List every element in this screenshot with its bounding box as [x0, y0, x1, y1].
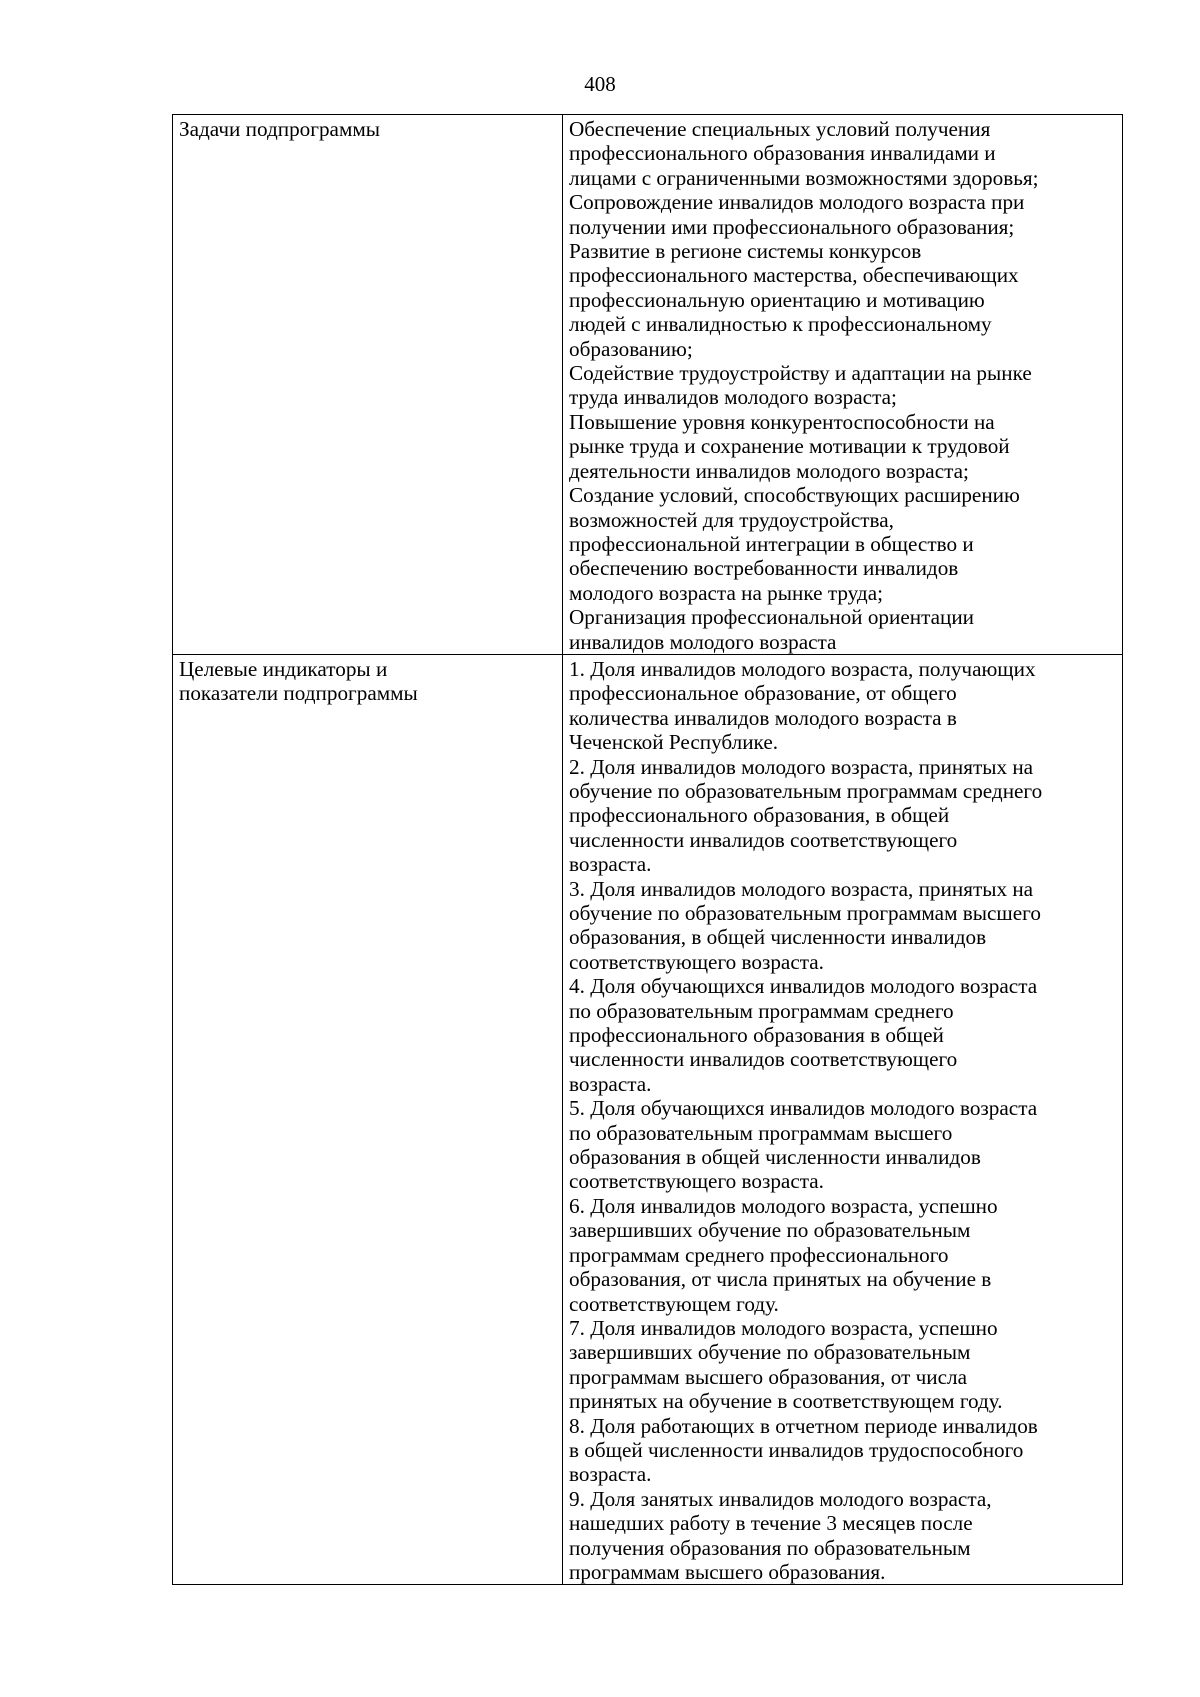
- row-label-line: показатели подпрограммы: [179, 681, 418, 706]
- indicator-line: обучение по образовательным программам высшего: [569, 901, 1041, 925]
- task-line: профессионального мастерства, обеспечивающих: [569, 263, 1019, 288]
- task-line: профессиональной интеграции в общество и: [569, 531, 974, 556]
- task-line: Содействие трудоустройству и адаптации на рынке: [569, 361, 1032, 386]
- indicator-line: получения образования по образовательным: [569, 1535, 971, 1560]
- row-label-cell: [173, 115, 563, 655]
- indicator-line: программам высшего образования.: [569, 1559, 886, 1584]
- task-line: инвалидов молодого возраста: [569, 629, 837, 654]
- task-line: Сопровождение инвалидов молодого возраста при: [569, 190, 1025, 215]
- table-row-indicators: [173, 654, 1123, 1584]
- indicator-line: 3. Доля инвалидов молодого возраста, принятых на: [569, 876, 1034, 901]
- task-line: обеспечению востребованности инвалидов: [569, 556, 959, 581]
- indicator-line: профессионального образования в общей: [569, 1023, 944, 1048]
- indicator-line: завершивших обучение по образовательным: [569, 1218, 971, 1243]
- indicator-line: 5. Доля обучающихся инвалидов молодого возраста: [569, 1096, 1038, 1121]
- indicator-line: в общей численности инвалидов трудоспособного: [569, 1437, 1024, 1462]
- indicator-line: 2. Доля инвалидов молодого возраста, принятых на: [569, 754, 1034, 779]
- indicator-line: по образовательным программам высшего: [569, 1120, 953, 1145]
- indicator-line: образования в общей численности инвалидов: [569, 1145, 981, 1170]
- indicator-line: 4. Доля обучающихся инвалидов молодого возраста: [569, 974, 1038, 999]
- table-row-tasks: [173, 115, 1123, 655]
- indicator-line: профессионального образования, в общей: [569, 803, 950, 828]
- table-body: [173, 115, 1123, 1585]
- task-line: профессиональную ориентацию и мотивацию: [569, 287, 985, 312]
- row-content-cell: [563, 115, 1123, 655]
- indicator-line: соответствующем году.: [569, 1291, 779, 1316]
- indicator-line: соответствующего возраста.: [569, 949, 824, 974]
- indicator-line: профессиональное образование, от общего: [569, 681, 957, 706]
- indicator-line: возраста.: [569, 1071, 652, 1096]
- task-line: Создание условий, способствующих расширению: [569, 483, 1020, 508]
- indicator-line: 9. Доля занятых инвалидов молодого возраста,: [569, 1486, 992, 1511]
- indicator-line: Чеченской Республике.: [569, 730, 779, 755]
- indicator-line: 8. Доля работающих в отчетном периоде инвалидов: [569, 1413, 1038, 1438]
- task-line: труда инвалидов молодого возраста;: [569, 385, 897, 410]
- task-line: Развитие в регионе системы конкурсов: [569, 239, 922, 264]
- task-line: профессионального образования инвалидами и: [569, 141, 996, 166]
- task-line: Организация профессиональной ориентации: [569, 605, 975, 630]
- indicator-line: обучение по образовательным программам среднего: [569, 778, 1043, 803]
- task-line: деятельности инвалидов молодого возраста;: [569, 458, 969, 483]
- task-line: образованию;: [569, 336, 693, 361]
- indicator-line: принятых на обучение в соответствующем году.: [569, 1389, 1003, 1414]
- indicator-line: 7. Доля инвалидов молодого возраста, успешно: [569, 1315, 998, 1340]
- indicator-line: возраста.: [569, 852, 652, 877]
- task-line: людей с инвалидностью к профессиональному: [569, 312, 992, 337]
- task-line: молодого возраста на рынке труда;: [569, 580, 883, 605]
- row-label-line: Целевые индикаторы и: [179, 656, 388, 681]
- indicator-line: программам среднего профессионального: [569, 1242, 949, 1267]
- task-line: Обеспечение специальных условий получения: [569, 117, 991, 141]
- indicator-line: нашедших работу в течение 3 месяцев после: [569, 1511, 973, 1536]
- indicator-line: образования, в общей численности инвалидов: [569, 925, 987, 950]
- indicator-line: 1. Доля инвалидов молодого возраста, получающих: [569, 656, 1036, 681]
- indicator-line: численности инвалидов соответствующего: [569, 1047, 958, 1072]
- task-line: рынке труда и сохранение мотивации к трудовой: [569, 434, 1010, 459]
- task-line: получении ими профессионального образования;: [569, 214, 1015, 239]
- indicator-line: образования, от числа принятых на обучение в: [569, 1267, 992, 1292]
- indicator-line: программам высшего образования, от числа: [569, 1364, 968, 1389]
- page-number: 408: [584, 72, 616, 96]
- row-label-line: Задачи подпрограммы: [179, 117, 381, 141]
- indicator-line: завершивших обучение по образовательным: [569, 1340, 971, 1365]
- indicator-line: по образовательным программам среднего: [569, 998, 954, 1023]
- row-label-cell: [173, 654, 563, 1584]
- task-line: лицами с ограниченными возможностями здоровья;: [569, 165, 1039, 190]
- row-content-cell: [563, 654, 1123, 1584]
- subprogram-table: [172, 114, 1123, 1585]
- indicator-line: количества инвалидов молодого возраста в: [569, 705, 957, 730]
- indicator-line: 6. Доля инвалидов молодого возраста, успешно: [569, 1193, 998, 1218]
- indicator-line: численности инвалидов соответствующего: [569, 827, 958, 852]
- task-line: возможностей для трудоустройства,: [569, 507, 894, 532]
- indicator-line: соответствующего возраста.: [569, 1169, 824, 1194]
- indicator-line: возраста.: [569, 1462, 652, 1487]
- task-line: Повышение уровня конкурентоспособности на: [569, 409, 995, 434]
